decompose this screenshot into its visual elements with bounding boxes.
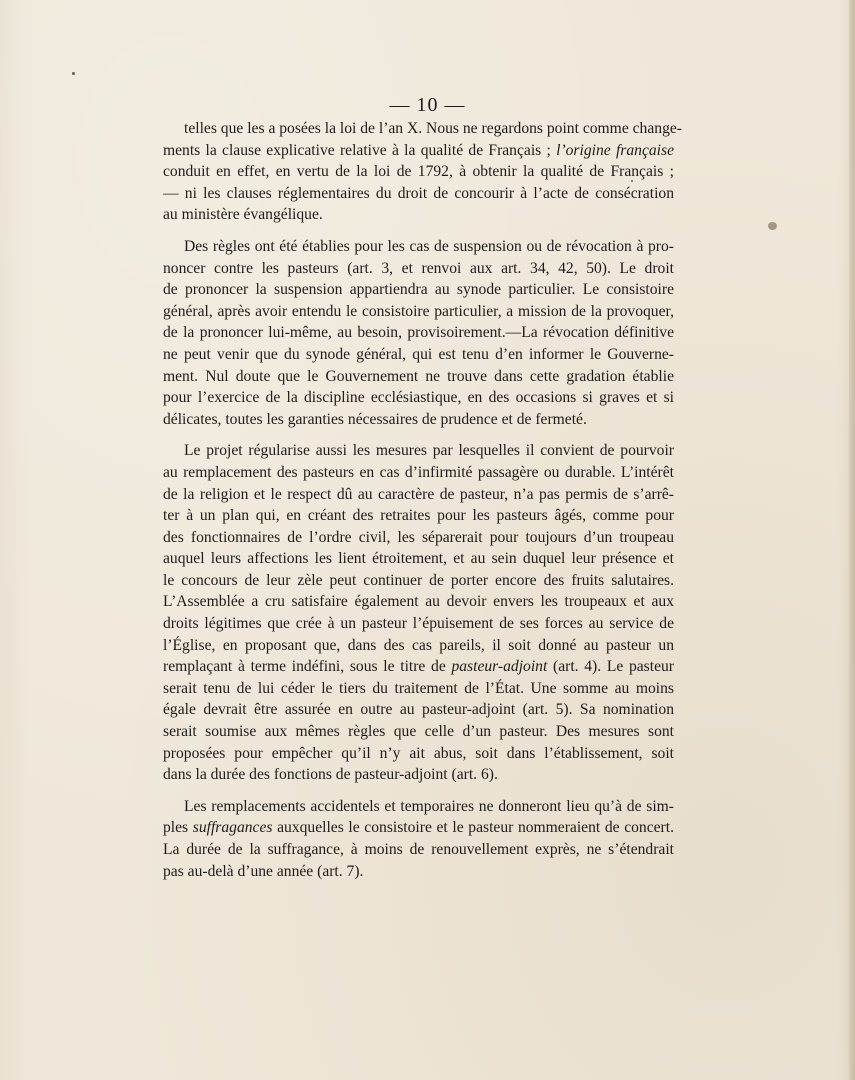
text-segment: noncer contre les pasteurs (art. 3, et renvoi aux art. 34, 42, 50). Le droit (163, 259, 674, 277)
text-segment: des fonctionnaires de l’ordre civil, les séparerait pour toujours d’un troupeau (163, 528, 674, 546)
text-line (163, 462, 674, 484)
text-line (163, 258, 674, 280)
text-segment: pas au-delà d’une année (art. 7). (163, 862, 364, 880)
text-segment: ples (163, 819, 193, 837)
text-segment: Le projet régularise aussi les mesures par lesquelles il convient de pourvoir (184, 442, 674, 460)
text-segment: dans la durée des fonctions de pasteur-adjoint (art. 6). (163, 766, 498, 784)
text-segment: (art. 4). Le pasteur (547, 658, 674, 676)
text-segment: serait tenu de lui céder le tiers du traitement de l’État. Une somme au moins (163, 679, 674, 697)
text-line (163, 161, 674, 183)
text-segment: La durée de la suffragance, à moins de renouvellement exprès, ne s’étendrait (163, 841, 674, 858)
text-line (163, 591, 674, 613)
text-line (163, 279, 674, 301)
text-line (163, 183, 674, 205)
text-segment: ter à un plan qui, en créant des retraites pour les pasteurs âgés, comme pour (163, 507, 674, 525)
text-line (163, 699, 674, 721)
text-line (163, 387, 674, 409)
paper-speck (72, 72, 75, 75)
text-line (163, 613, 674, 635)
text-segment: au ministère évangélique. (163, 206, 323, 224)
italic-text: pasteur-adjoint (451, 658, 548, 676)
paragraph (163, 118, 682, 226)
text-segment: — ni les clauses réglementaires du droit de concourir à l’acte de consécration (163, 184, 674, 202)
text-segment: conduit en effet, en vertu de la loi de 1792, à obtenir la qualité de Français ; (163, 163, 674, 181)
text-line (163, 527, 674, 549)
text-segment: ment. Nul doute que le Gouvernement ne trouve dans cette gradation établie (163, 367, 674, 385)
text-segment: général, après avoir entendu le consistoire particulier, a mission de la provoquer, (163, 302, 674, 320)
text-line (163, 322, 674, 344)
text-line (163, 548, 674, 570)
text-line (163, 440, 674, 462)
text-segment: le concours de leur zèle peut continuer de porter encore des fruits salutaires. (163, 571, 674, 589)
page-number: — 10 — (389, 94, 466, 116)
text-segment: droits légitimes que crée à un pasteur l’épuisement de ses forces au service de (163, 615, 674, 633)
text-line (163, 743, 674, 765)
text-line (163, 656, 674, 678)
text-line (163, 301, 674, 323)
text-line (163, 570, 674, 592)
text-line (163, 796, 674, 818)
text-segment: proposées pour empêcher qu’il n’y ait abus, soit dans l’établissement, soit (163, 744, 674, 762)
text-line (163, 118, 682, 140)
text-segment: remplaçant à terme indéfini, sous le titre de (163, 658, 452, 676)
text-segment: de la prononcer lui-même, au besoin, provisoirement.—La révocation définitive (163, 324, 674, 342)
page-edge-shadow (849, 0, 855, 1080)
text-segment: L’Assemblée a cru satisfaire également au devoir envers les troupeaux et aux (163, 593, 674, 611)
paragraph (163, 440, 674, 786)
text-segment: telles que les a posées la loi de l’an X. Nous ne regardons point comme change- (184, 120, 682, 137)
text-segment: pour l’exercice de la discipline ecclésiastique, en des occasions si graves et si (163, 389, 674, 407)
text-line (163, 140, 674, 162)
text-segment: Des règles ont été établies pour les cas de suspension ou de révocation à pro- (184, 237, 674, 255)
paragraph (163, 236, 674, 430)
text-line (163, 204, 674, 226)
text-line (163, 366, 674, 388)
paragraph (163, 796, 674, 882)
text-line (163, 817, 674, 839)
text-segment: auxquelles le consistoire et le pasteur nommeraient de concert. (272, 819, 674, 837)
text-segment: ments la clause explicative relative à la qualité de Français ; (163, 141, 557, 159)
body-text (163, 118, 682, 892)
text-segment: de la religion et le respect dû au caractère de pasteur, n’a pas permis de s’arrê- (163, 485, 674, 503)
text-line (163, 839, 674, 861)
text-segment: ne peut venir que du synode général, qui est tenu d’en informer le Gouverne- (163, 345, 674, 363)
text-segment: Les remplacements accidentels et temporaires ne donneront lieu qu’à de sim- (184, 797, 674, 815)
italic-text: suffragances (192, 819, 273, 837)
text-line (163, 721, 674, 743)
text-line (163, 505, 674, 527)
text-line (163, 484, 674, 506)
text-line (163, 764, 674, 786)
text-segment: au remplacement des pasteurs en cas d’infirmité passagère ou durable. L’intérêt (163, 463, 674, 481)
text-line (163, 236, 674, 258)
italic-text: l’origine française (556, 141, 674, 159)
text-segment: serait soumise aux mêmes règles que celle d’un pasteur. Des mesures sont (163, 723, 674, 741)
text-segment: de prononcer la suspension appartiendra au synode particulier. Le consistoire (163, 281, 674, 299)
text-segment: auquel leurs affections les lient étroitement, et au sein duquel leur présence et (163, 550, 674, 568)
paper-speck (768, 222, 777, 230)
text-segment: délicates, toutes les garanties nécessaires de prudence et de fermeté. (163, 410, 587, 428)
text-line (163, 409, 674, 431)
text-line (163, 861, 674, 883)
text-segment: l’Église, en proposant que, dans des cas pareils, il soit donné au pasteur un (163, 636, 674, 654)
text-line (163, 635, 674, 657)
text-line (163, 678, 674, 700)
text-segment: égale devrait être assurée en outre au pasteur-adjoint (art. 5). Sa nomination (163, 701, 674, 719)
text-line (163, 344, 674, 366)
